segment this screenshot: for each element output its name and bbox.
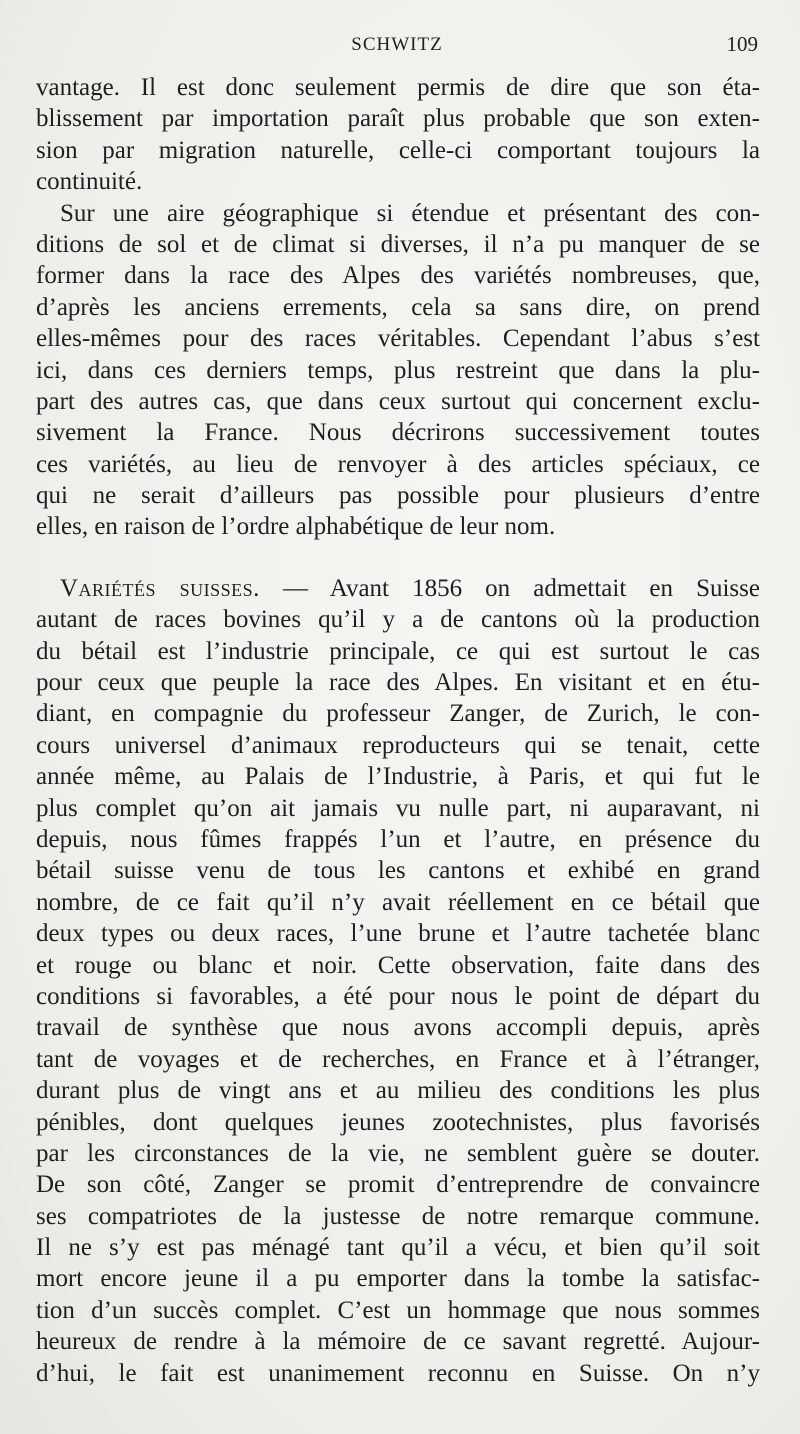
text-line: mort encore jeune il a pu emporter dans la tombe la satisfac- [36, 1265, 760, 1293]
text-line: et rouge ou blanc et noir. Cette observation, faite dans des [36, 951, 760, 979]
text-line: ici, dans ces derniers temps, plus restreint que dans la plu- [36, 356, 760, 384]
text-line: diant, en compagnie du professeur Zanger, de Zurich, le con- [36, 700, 760, 728]
text-line: conditions si favorables, a été pour nous le point de départ du [36, 982, 760, 1010]
text-line: Sur une aire géographique si étendue et présentant des con- [60, 199, 760, 227]
page-header [36, 30, 758, 64]
page-number: 109 [726, 32, 758, 56]
text-line: Il ne s’y est pas ménagé tant qu’il a vécu, et bien qu’il soit [36, 1234, 760, 1262]
running-head: SCHWITZ [351, 34, 443, 55]
text-line: d’après les anciens errements, cela sa sans dire, on prend [36, 293, 760, 321]
section-first-line-text: — Avant 1856 on admettait en Suisse [259, 574, 760, 602]
text-line: former dans la race des Alpes des variétés nombreuses, que, [36, 262, 760, 290]
text-line: tant de voyages et de recherches, en France et à l’étranger, [36, 1045, 760, 1073]
text-line: durant plus de vingt ans et au milieu des conditions les plus [36, 1077, 760, 1105]
text-line: part des autres cas, que dans ceux surtout qui concernent exclu- [36, 387, 760, 415]
text-line: pénibles, dont quelques jeunes zootechnistes, plus favorisés [36, 1108, 760, 1136]
text-line: elles, en raison de l’ordre alphabétique de leur nom. [36, 513, 556, 541]
text-line: autant de races bovines qu’il y a de cantons où la production [36, 606, 760, 634]
text-line: sivement la France. Nous décrirons successivement toutes [36, 419, 760, 447]
text-line: d’hui, le fait est unanimement reconnu en Suisse. On n’y [36, 1359, 760, 1387]
text-line: plus complet qu’on ait jamais vu nulle part, ni auparavant, ni [36, 794, 760, 822]
text-line: pour ceux que peuple la race des Alpes. En visitant et en étu- [36, 669, 760, 697]
paragraph-varieties-intro [36, 198, 760, 543]
text-line: continuité. [36, 168, 143, 196]
text-line: ces variétés, au lieu de renvoyer à des articles spéciaux, ce [36, 450, 760, 478]
body-text [36, 72, 760, 1389]
text-line: ditions de sol et de climat si diverses, il n’a pu manquer de se [36, 230, 760, 258]
text-line: par les circonstances de la vie, ne semblent guère se douter. [36, 1139, 760, 1167]
text-line: vantage. Il est donc seulement permis de dire que son éta- [36, 74, 760, 101]
text-line: du bétail est l’industrie principale, ce qui est surtout le cas [36, 637, 760, 665]
text-line: bétail suisse venu de tous les cantons et exhibé en grand [36, 857, 760, 885]
section-first-line [36, 573, 760, 604]
text-line: nombre, de ce fait qu’il n’y avait réellement en ce bétail que [36, 888, 760, 916]
text-line: blissement par importation paraît plus probable que son exten- [36, 105, 760, 133]
text-line: sion par migration naturelle, celle-ci comportant toujours la [36, 136, 760, 164]
text-line: tion d’un succès complet. C’est un hommage que nous sommes [36, 1296, 760, 1324]
section-swiss-varieties [36, 573, 760, 1389]
text-line: heureux de rendre à la mémoire de ce savant regretté. Aujour- [36, 1328, 760, 1356]
text-line: cours universel d’animaux reproducteurs qui se tenait, cette [36, 731, 760, 759]
text-line: depuis, nous fûmes frappés l’un et l’autre, en présence du [36, 825, 760, 853]
text-line: année même, au Palais de l’Industrie, à Paris, et qui fut le [36, 763, 760, 791]
text-line: travail de synthèse que nous avons accompli depuis, après [36, 1014, 760, 1042]
section-gap [36, 543, 760, 573]
text-line: elles-mêmes pour des races véritables. Cependant l’abus s’est [36, 325, 760, 353]
text-line: De son côté, Zanger se promit d’entreprendre de convaincre [36, 1171, 760, 1199]
text-line: ses compatriotes de la justesse de notre remarque commune. [36, 1202, 760, 1230]
section-heading: Variétés suisses. [60, 574, 260, 602]
text-line: deux types ou deux races, l’une brune et l’autre tachetée blanc [36, 920, 760, 948]
text-line: qui ne serait d’ailleurs pas possible pour plusieurs d’entre [36, 482, 760, 510]
paragraph-continuation [36, 72, 760, 198]
